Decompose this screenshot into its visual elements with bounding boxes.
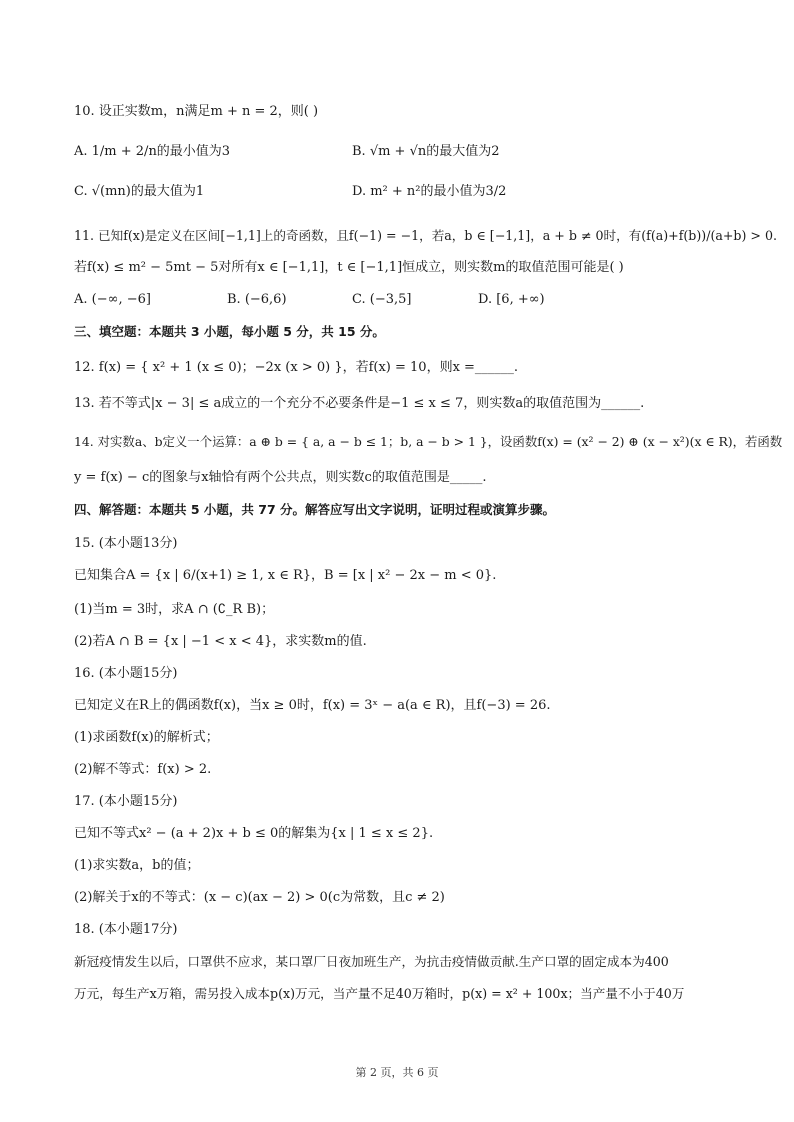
q15-part1: (1)当m = 3时，求A ∩ (∁_R B)； xyxy=(74,602,275,617)
section-3-heading: 三、填空题：本题共 3 小题，每小题 5 分，共 15 分。 xyxy=(74,324,385,339)
q10-option-b: B. √m + √n的最大值为2 xyxy=(352,144,500,159)
q17-part1: (1)求实数a，b的值； xyxy=(74,858,200,873)
q11-stem-line2: 若f(x) ≤ m² − 5mt − 5对所有x ∈ [−1,1]，t ∈ [−1,1]恒成立，则实数m的取值范围可能是( ) xyxy=(74,260,624,275)
q10-option-d: D. m² + n²的最小值为3/2 xyxy=(352,184,507,199)
q18-line2: 万元，每生产x万箱，需另投入成本p(x)万元，当产量不足40万箱时，p(x) = x² + 100x；当产量不小于40万 xyxy=(74,986,685,1001)
page-footer: 第 2 页，共 6 页 xyxy=(355,1066,439,1079)
q11-stem-line1: 11. 已知f(x)是定义在区间[−1,1]上的奇函数，且f(−1) = −1，若a，b ∈ [−1,1]，a + b ≠ 0时，有(f(a)+f(b))/(a+b) > 0. xyxy=(74,228,777,243)
q18-heading: 18. (本小题17分) xyxy=(74,922,178,937)
q15-stem: 已知集合A = {x | 6/(x+1) ≥ 1, x ∈ R}，B = [x | x² − 2x − m < 0}. xyxy=(74,568,497,583)
q11-option-b: B. (−6,6) xyxy=(227,292,287,307)
q17-heading: 17. (本小题15分) xyxy=(74,794,178,809)
q17-stem: 已知不等式x² − (a + 2)x + b ≤ 0的解集为{x | 1 ≤ x ≤ 2}. xyxy=(74,826,434,841)
q10-option-c: C. √(mn)的最大值为1 xyxy=(74,184,205,199)
q14-line2: y = f(x) − c的图象与x轴恰有两个公共点，则实数c的取值范围是_____. xyxy=(74,470,487,485)
q11-option-d: D. [6, +∞) xyxy=(478,292,545,307)
q16-part1: (1)求函数f(x)的解析式； xyxy=(74,730,219,745)
section-4-heading: 四、解答题：本题共 5 小题，共 77 分。解答应写出文字说明，证明过程或演算步骤。 xyxy=(74,502,556,517)
q18-line1: 新冠疫情发生以后，口罩供不应求，某口罩厂日夜加班生产，为抗击疫情做贡献.生产口罩的固定成本为400 xyxy=(74,954,669,969)
q11-option-c: C. (−3,5] xyxy=(352,292,412,307)
q16-part2: (2)解不等式：f(x) > 2. xyxy=(74,762,212,777)
q12: 12. f(x) = { x² + 1 (x ≤ 0)；−2x (x > 0) }，若f(x) = 10，则x =______. xyxy=(74,360,519,375)
q16-stem: 已知定义在R上的偶函数f(x)，当x ≥ 0时，f(x) = 3ˣ − a(a ∈ R)，且f(−3) = 26. xyxy=(74,698,551,713)
q14-line1: 14. 对实数a、b定义一个运算：a ⊕ b = { a, a − b ≤ 1；b, a − b > 1 }，设函数f(x) = (x² − 2) ⊕ (x − x²)(x ∈ R)，若函数 xyxy=(74,434,783,449)
q13: 13. 若不等式|x − 3| ≤ a成立的一个充分不必要条件是−1 ≤ x ≤ 7，则实数a的取值范围为______. xyxy=(74,396,645,411)
q16-heading: 16. (本小题15分) xyxy=(74,666,178,681)
q17-part2: (2)解关于x的不等式：(x − c)(ax − 2) > 0(c为常数，且c ≠ 2) xyxy=(74,890,445,905)
q15-heading: 15. (本小题13分) xyxy=(74,536,178,551)
q11-option-a: A. (−∞, −6] xyxy=(74,292,151,307)
q10-option-a: A. 1/m + 2/n的最小值为3 xyxy=(74,144,231,159)
q10-stem: 10. 设正实数m，n满足m + n = 2，则( ) xyxy=(74,104,319,119)
q15-part2: (2)若A ∩ B = {x | −1 < x < 4}，求实数m的值. xyxy=(74,634,367,649)
